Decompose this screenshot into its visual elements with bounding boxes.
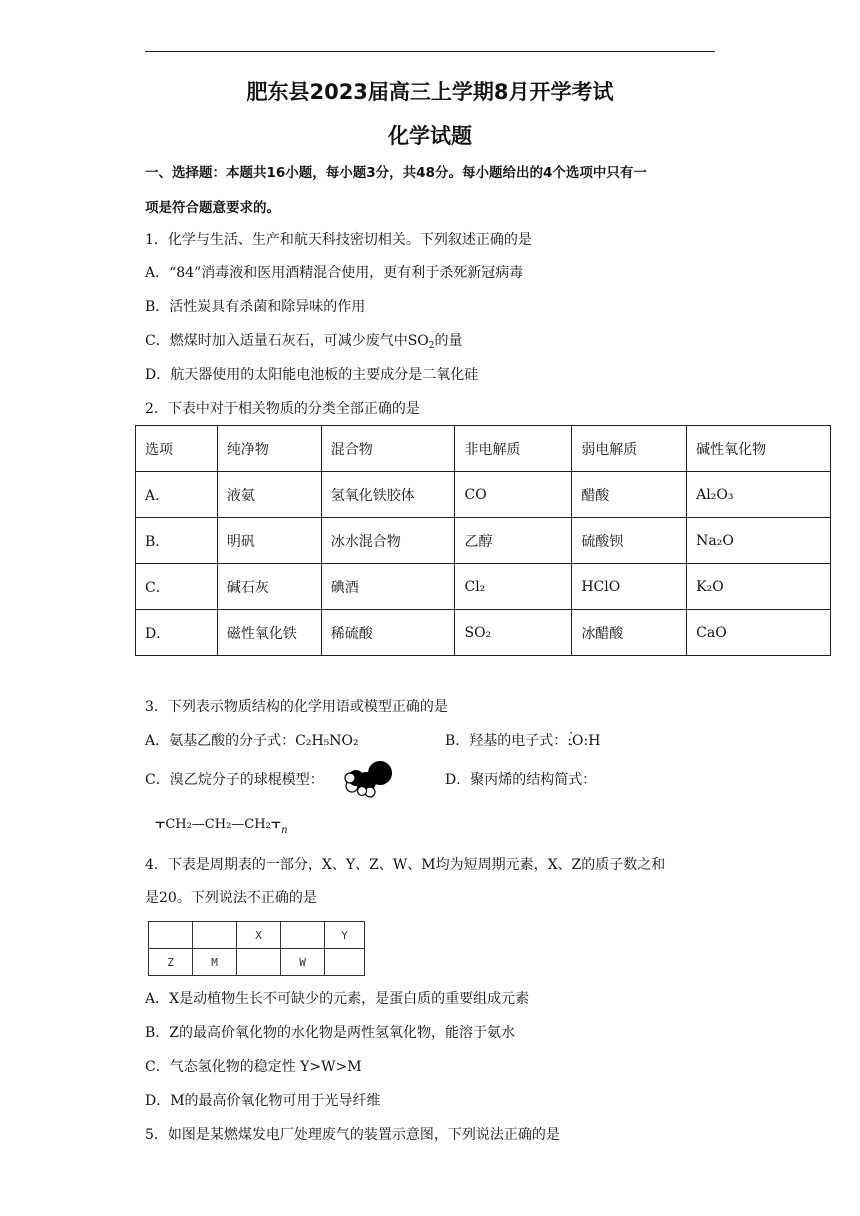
q5-stem: 5．如图是某燃煤发电厂处理废气的装置示意图，下列说法正确的是 xyxy=(145,1127,560,1143)
periodic-cell xyxy=(281,922,325,949)
table-cell: 液氨 xyxy=(217,472,321,518)
periodic-cell: W xyxy=(281,949,325,976)
q3-option-c: C．溴乙烷分子的球棍模型： xyxy=(145,772,324,788)
table-cell: 碱石灰 xyxy=(217,564,321,610)
q4-option-a: A．X是动植物生长不可缺少的元素，是蛋白质的重要组成元素 xyxy=(145,991,530,1007)
polymer-bracket-right-icon: ⫟ xyxy=(270,813,282,833)
table-cell: 氢氧化铁胶体 xyxy=(321,472,455,518)
polymer-bracket-left-icon: ⫟ xyxy=(155,813,166,833)
table-cell: 冰醋酸 xyxy=(572,610,687,656)
periodic-row xyxy=(149,949,365,976)
table-header-cell: 碱性氧化物 xyxy=(687,426,831,472)
q1-option-c xyxy=(145,332,463,355)
section-instruction-line2: 项是符合题意要求的。 xyxy=(145,200,280,216)
q1-option-a: A．“84”消毒液和医用酒精混合使用，更有利于杀死新冠病毒 xyxy=(145,265,524,281)
polypropylene-formula xyxy=(155,813,288,836)
periodic-cell: Z xyxy=(149,949,193,976)
q1-option-d: D．航天器使用的太阳能电池板的主要成分是二氧化硅 xyxy=(145,367,479,383)
q1-option-c-tail: 的量 xyxy=(434,333,463,349)
table-cell: CaO xyxy=(687,610,831,656)
q3-option-d: D．聚丙烯的结构简式： xyxy=(445,772,597,788)
table-header-cell: 纯净物 xyxy=(217,426,321,472)
table-cell: 冰水混合物 xyxy=(321,518,455,564)
polymer-subscript-n: n xyxy=(281,825,288,836)
table-cell: 稀硫酸 xyxy=(321,610,455,656)
q1-option-b: B．活性炭具有杀菌和除异味的作用 xyxy=(145,299,366,315)
table-cell: Na₂O xyxy=(687,518,831,564)
periodic-cell xyxy=(325,949,365,976)
periodic-cell xyxy=(237,949,281,976)
table-row xyxy=(136,610,831,656)
q3-option-b-oxygen: · :O · xyxy=(567,732,583,750)
periodic-row xyxy=(149,922,365,949)
periodic-cell: M xyxy=(193,949,237,976)
q3-stem: 3．下列表示物质结构的化学用语或模型正确的是 xyxy=(145,699,448,715)
periodic-cell xyxy=(149,922,193,949)
bromoethane-ball-stick-model xyxy=(342,758,394,798)
table-header-cell: 弱电解质 xyxy=(572,426,687,472)
q3-option-a-formula: C₂H₅NO₂ xyxy=(295,733,359,749)
table-cell: 醋酸 xyxy=(572,472,687,518)
table-header-row xyxy=(136,426,831,472)
table-cell: B． xyxy=(136,518,218,564)
table-cell: K₂O xyxy=(687,564,831,610)
table-cell: C． xyxy=(136,564,218,610)
q1-option-c-subscript: 2 xyxy=(428,341,435,351)
q3-option-b-hydrogen: :H xyxy=(583,733,601,749)
periodic-cell: X xyxy=(237,922,281,949)
table-cell: CO xyxy=(455,472,572,518)
polymer-chain: CH₂—CH₂—CH₂ xyxy=(165,817,271,832)
table-cell: 碘酒 xyxy=(321,564,455,610)
q1-option-c-text: C．燃煤时加入适量石灰石，可减少废气中SO xyxy=(145,333,429,349)
exam-subtitle: 化学试题 xyxy=(388,124,472,148)
q4-option-d: D．M的最高价氧化物可用于光导纤维 xyxy=(145,1093,381,1109)
section-instruction-line1: 一、选择题：本题共16小题，每小题3分，共48分。每小题给出的4个选项中只有一 xyxy=(145,165,647,181)
periodic-cell xyxy=(193,922,237,949)
table-header-cell: 混合物 xyxy=(321,426,455,472)
table-cell: 明矾 xyxy=(217,518,321,564)
q4-option-c: C．气态氢化物的稳定性 Y>W>M xyxy=(145,1059,362,1075)
table-header-cell: 非电解质 xyxy=(455,426,572,472)
table-row xyxy=(136,564,831,610)
table-cell: Al₂O₃ xyxy=(687,472,831,518)
table-cell: A． xyxy=(136,472,218,518)
q1-stem: 1．化学与生活、生产和航天科技密切相关。下列叙述正确的是 xyxy=(145,232,532,248)
table-cell: SO₂ xyxy=(455,610,572,656)
q3-option-b-label: B．羟基的电子式： xyxy=(445,733,568,749)
q4-stem-line1: 4．下表是周期表的一部分，X、Y、Z、W、M均为短周期元素，X、Z的质子数之和 xyxy=(145,857,666,873)
table-row xyxy=(136,518,831,564)
q3-option-a-label: A．氨基乙酸的分子式： xyxy=(145,733,296,749)
q4-stem-line2: 是20。下列说法不正确的是 xyxy=(145,890,317,906)
classification-table xyxy=(135,425,831,656)
exam-title: 肥东县2023届高三上学期8月开学考试 xyxy=(246,80,614,104)
table-row xyxy=(136,472,831,518)
table-cell: D． xyxy=(136,610,218,656)
table-cell: 硫酸钡 xyxy=(572,518,687,564)
table-header-cell: 选项 xyxy=(136,426,218,472)
q3-option-b xyxy=(445,732,600,750)
q4-option-b: B．Z的最高价氧化物的水化物是两性氢氧化物，能溶于氨水 xyxy=(145,1025,516,1041)
table-cell: 磁性氧化铁 xyxy=(217,610,321,656)
q3-option-a xyxy=(145,732,359,750)
header-rule xyxy=(145,51,715,52)
table-cell: 乙醇 xyxy=(455,518,572,564)
q2-stem: 2．下表中对于相关物质的分类全部正确的是 xyxy=(145,401,420,417)
table-cell: HClO xyxy=(572,564,687,610)
table-cell: Cl₂ xyxy=(455,564,572,610)
periodic-table-fragment xyxy=(148,921,365,976)
periodic-cell: Y xyxy=(325,922,365,949)
